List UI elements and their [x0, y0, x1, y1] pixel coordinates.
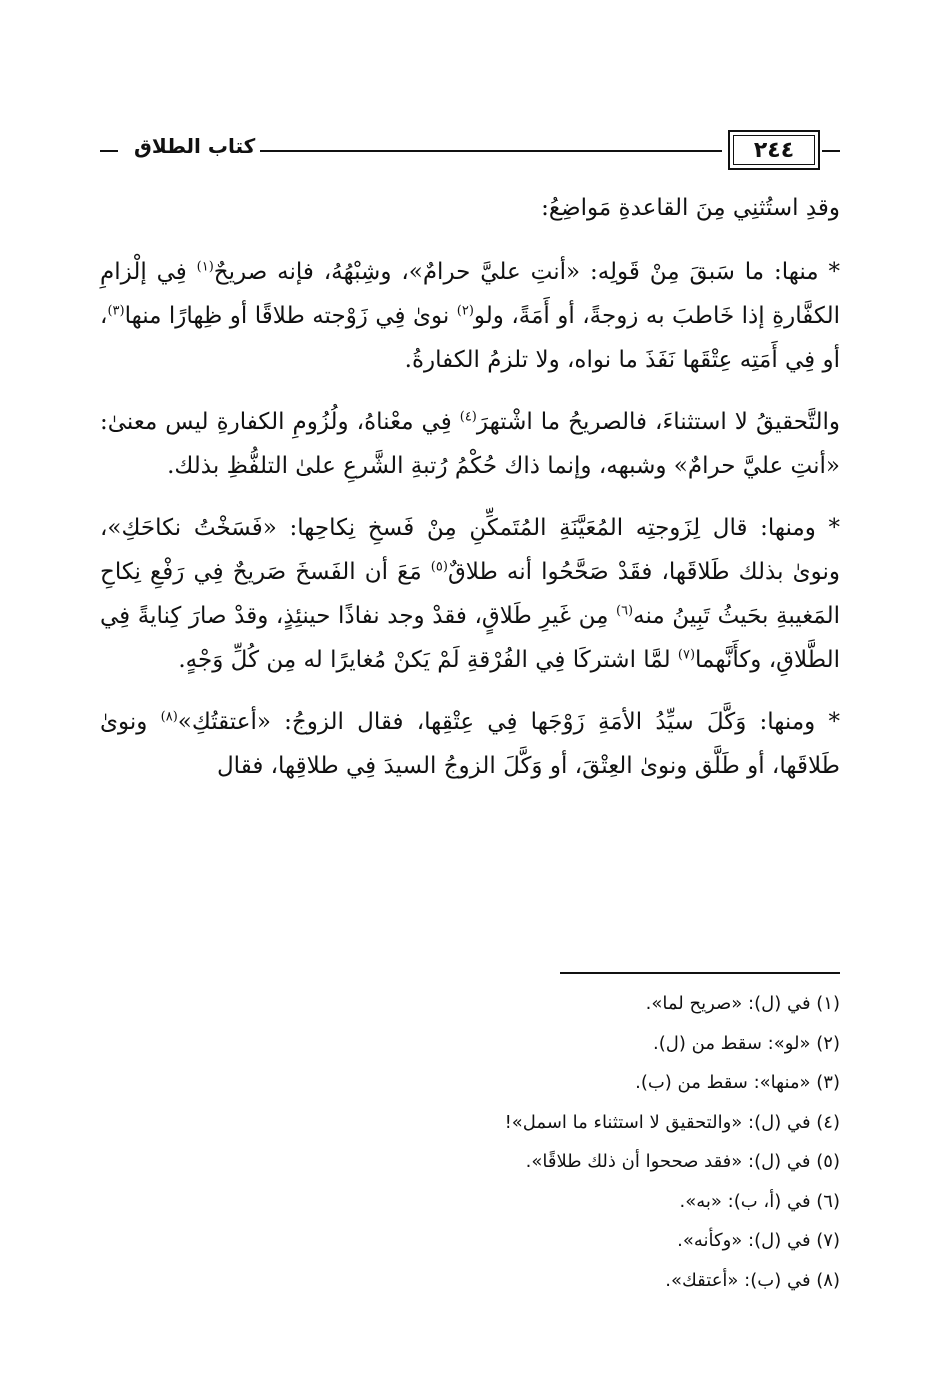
main-text — [100, 186, 840, 806]
footnote-5: (٥) في (ل): «فقد صححوا أن ذلك طلاقًا». — [525, 1151, 840, 1172]
paragraph-3 — [100, 506, 840, 682]
intro-line: وقدِ استُثنِي مِنَ القاعدةِ مَواضِعُ: — [541, 195, 840, 221]
page-header — [100, 120, 840, 180]
footnotes — [100, 984, 840, 1300]
paragraph-1 — [100, 250, 840, 382]
text-run: فِي معْناهُ، ولُزُومِ الكفارةِ ليس معنىٰ: «أنتِ عليَّ حرامٌ» وشبهه، وإنما ذاك حُكْمُ رُتبةِ الشَّرعِ علىٰ التلفُّظِ بذلك. — [100, 409, 840, 479]
footnote-ref-4: (٤) — [459, 409, 477, 425]
running-title: كتاب الطلاق — [134, 134, 256, 158]
text-run: مِن غَيرِ طَلاقٍ، فقدْ وجد نفاذًا حينئِذٍ، وقدْ صارَ كِنايةً فِي الطَّلاقِ، وكأَنَّهما — [100, 603, 840, 673]
footnote-ref-1: (١) — [196, 259, 214, 275]
page-number-frame — [728, 130, 820, 170]
footnote-2: (٢) «لو»: سقط من (ل). — [653, 1032, 840, 1054]
header-rule-left — [100, 150, 118, 152]
paragraph-2 — [100, 400, 840, 488]
footnote-ref-7: (٧) — [677, 647, 696, 663]
footnote-ref-5: (٥) — [430, 559, 448, 575]
footnote-8: (٨) في (ب): «أعتقك». — [665, 1269, 840, 1291]
text-run: ، أو فِي أَمَتِه عِتْقَها نَفَذَ ما نواه، ولا تلزمُ الكفارةُ. — [100, 303, 840, 373]
text-run: فِي إلْزامِ الكفَّارةِ إذا خَاطبَ به زوجةً، أو أَمَةً، ولو — [100, 259, 840, 329]
text-run: نوىٰ فِي زَوْجته طلاقًا أو ظِهارًا منها — [124, 303, 457, 329]
text-run: ونوىٰ طَلاقَها، أو طَلَّق ونوىٰ العِتْقَ، أو وَكَّلَ الزوجُ السيدَ فِي طلاقِها، فقال — [100, 709, 840, 779]
text-run: * ومنها: قال لِزَوجتِه المُعَيَّنَةِ المُتَمكِّنِ مِنْ فَسخِ نِكاحِها: «فَسَخْتُ نكاحَكِ»، ونوىٰ بذلك طَلاقَها، فقَدْ صَحَّحُوا أنه طلاقٌ — [100, 515, 840, 585]
footnote-6: (٦) في (أ، ب): «به». — [679, 1190, 840, 1212]
text-run: * منها: ما سَبقَ مِنْ قَولِه: «أنتِ عليَّ حرامٌ»، وشِبْهُهُ، فإنه صريحٌ — [213, 259, 840, 285]
text-run: والتَّحقيقُ لا استثناءَ، فالصريحُ ما اشْتهرَ — [476, 409, 840, 435]
text-run: * ومنها: وَكَّلَ سيِّدُ الأمَةِ زَوْجَها فِي عِتْقِها، فقال الزوجُ: «أعتقتُكِ» — [177, 709, 840, 735]
header-rule-middle — [260, 150, 722, 152]
footnote-1: (١) في (ل): «صريح لما». — [645, 993, 840, 1014]
footnote-ref-6: (٦) — [615, 603, 634, 619]
footnote-ref-8: (٨) — [160, 709, 178, 725]
page-number: ٢٤٤ — [753, 137, 795, 163]
text-run: مَعَ أن الفَسخَ صَريحٌ فِي رَفْعِ نِكاحِ المَغيبةِ بحَيثُ تَبِينُ منه — [100, 559, 840, 629]
paragraph-4 — [100, 700, 840, 788]
footnote-ref-3: (٣) — [107, 303, 125, 319]
footnote-4: (٤) في (ل): «والتحقيق لا استثناء ما اسمل»! — [504, 1111, 840, 1133]
footnote-3: (٣) «منها»: سقط من (ب). — [635, 1072, 840, 1093]
footnote-7: (٧) في (ل): «وكأنه». — [677, 1230, 840, 1251]
header-rule-right — [822, 150, 840, 152]
footnote-ref-2: (٢) — [456, 303, 474, 319]
text-run: لمَّا اشتركَا فِي الفُرْقةِ لَمْ يَكنْ مُغايرًا له مِن كُلِّ وَجْهٍ. — [178, 647, 678, 673]
footnote-separator — [560, 972, 840, 974]
